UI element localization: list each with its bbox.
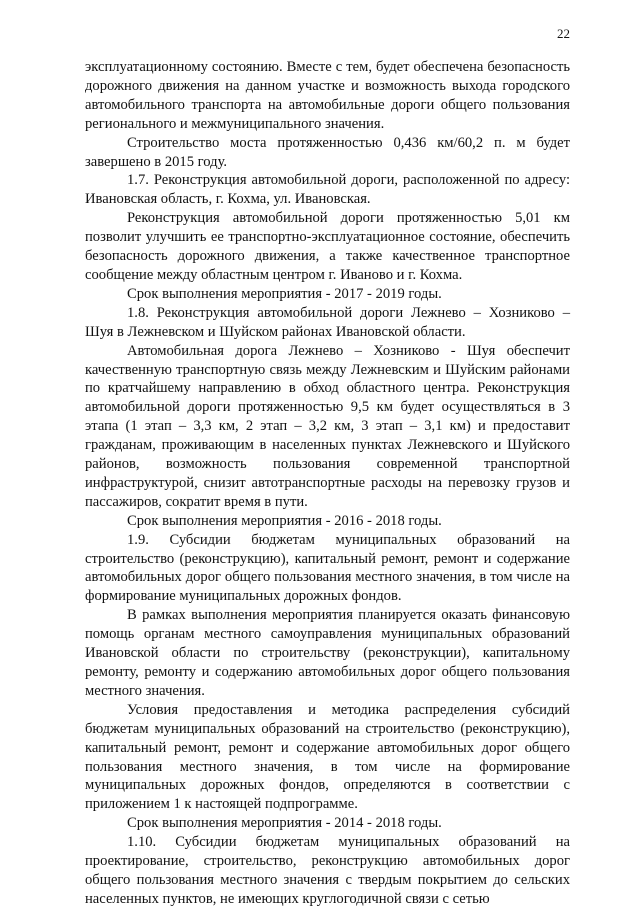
item-1-10-heading: 1.10. Субсидии бюджетам муниципальных образований на проектирование, строительство, реконструкцию автомобильных дорог общего пользования местного значения с твердым покрытием до сельских населенных пунктов, не имеющих круглогодичной связи с сетью	[85, 834, 570, 907]
item-1-7-deadline: Срок выполнения мероприятия - 2017 - 2019 годы.	[127, 285, 442, 302]
item-1-8-deadline: Срок выполнения мероприятия - 2016 - 2018 годы.	[127, 512, 442, 529]
paragraph-bridge-completion: Строительство моста протяженностью 0,436 км/60,2 п. м будет завершено в 2015 году.	[85, 134, 570, 170]
item-1-7-description: Реконструкция автомобильной дороги протяженностью 5,01 км позволит улучшить ее транспортно-эксплуатационное состояние, обеспечить безопасность дорожного движения, а также качественное транспортное сообщение между областным центром г. Иваново и г. Кохма.	[85, 210, 570, 283]
item-1-9-description: В рамках выполнения мероприятия планируется оказать финансовую помощь органам местного самоуправления муниципальных образований Ивановской области по строительству (реконструкции), капитальному ремонту, ремонту и содержанию автомобильных дорог общего пользования местного значения.	[85, 607, 570, 699]
item-1-9-conditions: Условия предоставления и методика распределения субсидий бюджетам муниципальных образований на строительство (реконструкцию), капитальный ремонт, ремонт и содержание автомобильных дорог общего пользования местного значения, в том числе на формирование муниципальных дорожных фондов, определяются в соответствии с приложением 1 к настоящей подпрограмме.	[85, 701, 570, 813]
item-1-8-heading: 1.8. Реконструкция автомобильной дороги Лежнево – Хозниково – Шуя в Лежневском и Шуйском районах Ивановской области.	[85, 304, 570, 340]
document-body	[85, 58, 570, 909]
paragraph-continuation: эксплуатационному состоянию. Вместе с тем, будет обеспечена безопасность дорожного движения на данном участке и возможность выхода городского автомобильного транспорта на автомобильные дороги общего пользования регионального и межмуниципального значения.	[85, 59, 570, 132]
item-1-9-heading: 1.9. Субсидии бюджетам муниципальных образований на строительство (реконструкцию), капитальный ремонт, ремонт и содержание автомобильных дорог общего пользования местного значения, в том числе на формирование муниципальных дорожных фондов.	[85, 531, 570, 605]
page-number: 22	[557, 26, 570, 41]
item-1-9-deadline: Срок выполнения мероприятия - 2014 - 2018 годы.	[127, 815, 442, 832]
item-1-8-description: Автомобильная дорога Лежнево – Хозниково - Шуя обеспечит качественную транспортную связь между Лежневским и Шуйским районами по кратчайшему направлению в обход областного центра. Реконструкция автомобильной дороги протяженностью 9,5 км будет осуществляться в 3 этапа (1 этап – 3,3 км, 2 этап – 3,2 км, 3 этап – 3,1 км) и предоставит гражданам, проживающим в населенных пунктах Лежневского и Шуйского районов, возможность пользования современной транспортной инфраструктурой, снизит автотранспортные расходы на перевозку грузов и пассажиров, сократит время в пути.	[85, 342, 570, 510]
item-1-7-heading: 1.7. Реконструкция автомобильной дороги, расположенной по адресу: Ивановская область, г. Кохма, ул. Ивановская.	[85, 172, 570, 208]
